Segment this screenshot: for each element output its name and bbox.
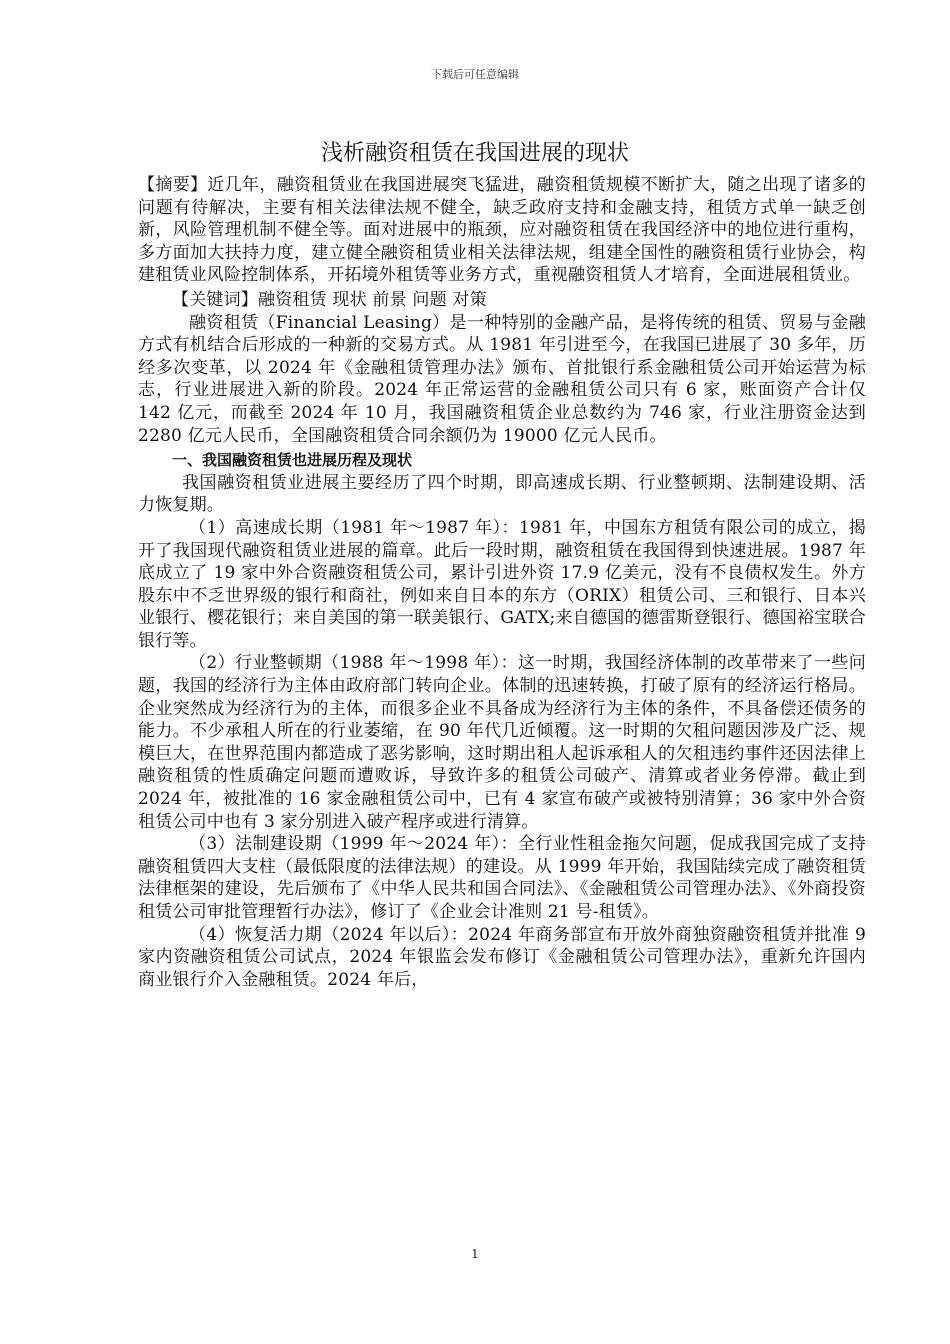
period-4-paragraph: （4）恢复活力期（2024 年以后）：2024 年商务部宣布开放外商独资融资租赁并批准 9 家内资融资租赁公司试点，2024 年银监会发布修订《金融租赁公司管理办法》，重新允许国内商业银行介入金融租赁。2024 年后，	[138, 924, 866, 990]
section-1-intro: 我国融资租赁业进展主要经历了四个时期，即高速成长期、行业整顿期、法制建设期、活力恢复期。	[138, 472, 866, 516]
period-3-paragraph: （3）法制建设期（1999 年～2024 年）：全行业性租金拖欠问题，促成我国完成了支持融资租赁四大支柱（最低限度的法律法规）的建设。从 1999 年开始，我国陆续完成了融资租赁法律框架的建设，先后颁布了《中华人民共和国合同法》、《金融租赁公司管理办法》、《外商投资租赁公司审批管理暂行办法》，修订了《企业会计准则 21 号-租赁》。	[138, 834, 866, 922]
abstract-paragraph: 【摘要】近几年，融资租赁业在我国进展突飞猛进，融资租赁规模不断扩大，随之出现了诸多的问题有待解决，主要有相关法律法规不健全，缺乏政府支持和金融支持，租赁方式单一缺乏创新，风险管理机制不健全等。面对进展中的瓶颈，应对融资租赁在我国经济中的地位进行重构，多方面加大扶持力度，建立健全融资租赁业相关法律法规，组建全国性的融资租赁行业协会，构建租赁业风险控制体系，开拓境外租赁等业务方式，重视融资租赁人才培育，全面进展租赁业。	[138, 175, 866, 286]
page-header: 下载后可任意编辑	[431, 68, 519, 81]
page-number: 1	[471, 1247, 479, 1261]
section-1-heading: 一、我国融资租赁也进展历程及现状	[172, 451, 413, 470]
document-body	[138, 174, 866, 991]
period-2-paragraph: （2）行业整顿期（1988 年～1998 年）：这一时期，我国经济体制的改革带来了一些问题，我国的经济行为主体由政府部门转向企业。体制的迅速转换，打破了原有的经济运行格局。企业突然成为经济行为的主体，而很多企业不具备成为经济行为主体的条件，不具备偿还债务的能力。不少承租人所在的行业萎缩，在 90 年代几近倾覆。这一时期的欠租问题因涉及广泛、规模巨大，在世界范围内都造成了恶劣影响，这时期出租人起诉承租人的欠租违约事件还因法律上融资租赁的性质确定问题而遭败诉，导致许多的租赁公司破产、清算或者业务停滞。截止到 2024 年，被批准的 16 家金融租赁公司中，已有 4 家宣布破产或被特别清算；36 家中外合资租赁公司中也有 3 家分别进入破产程序或进行清算。	[138, 653, 866, 832]
period-1-paragraph: （1）高速成长期（1981 年～1987 年）：1981 年，中国东方租赁有限公司的成立，揭开了我国现代融资租赁业进展的篇章。此后一段时期，融资租赁在我国得到快速进展。1987 年底成立了 19 家中外合资融资租赁公司，累计引进外资 17.9 亿美元，没有不良债权发生。外方股东中不乏世界级的银行和商社，例如来自日本的东方（ORIX）租赁公司、三和银行、日本兴业银行、樱花银行；来自美国的第一联美银行、GATX;来自德国的德雷斯登银行、德国裕宝联合银行等。	[138, 517, 866, 651]
keywords-line: 【关键词】融资租赁 现状 前景 问题 对策	[172, 289, 487, 310]
intro-paragraph: 融资租赁（Financial Leasing）是一种特别的金融产品，是将传统的租赁、贸易与金融方式有机结合后形成的一种新的交易方式。从 1981 年引进至今，在我国已进展了 30 多年，历经多次变革，以 2024 年《金融租赁管理办法》颁布、首批银行系金融租赁公司开始运营为标志，行业进展进入新的阶段。2024 年正常运营的金融租赁公司只有 6 家，账面资产合计仅 142 亿元，而截至 2024 年 10 月，我国融资租赁企业总数约为 746 家，行业注册资金达到 2280 亿元人民币，全国融资租赁合同余额仍为 19000 亿元人民币。	[138, 312, 866, 446]
document-title: 浅析融资租赁在我国进展的现状	[320, 141, 629, 166]
